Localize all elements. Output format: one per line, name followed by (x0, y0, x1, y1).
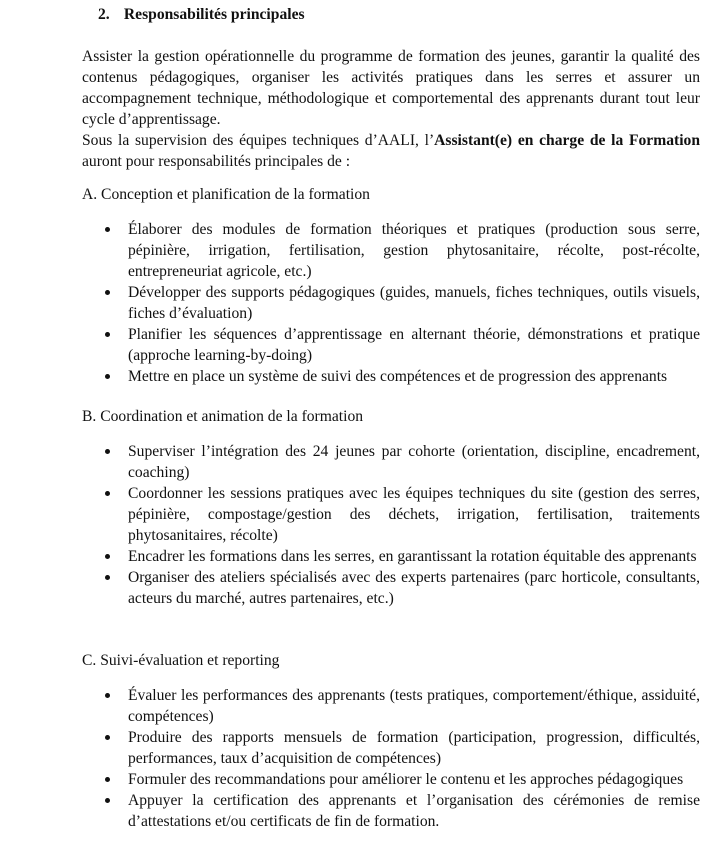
bullet-icon (105, 777, 110, 782)
bullet-icon (105, 290, 110, 295)
list-item (82, 324, 700, 366)
bullet-icon (105, 449, 110, 454)
bullet-icon (105, 332, 110, 337)
section-b-list (82, 441, 700, 609)
section-a-title: A. Conception et planification de la formation (82, 186, 370, 203)
list-item (82, 546, 700, 567)
intro-paragraph-1: Assister la gestion opérationnelle du programme de formation des jeunes, garantir la qualité des contenus pédagogiques, organiser les activités pratiques dans les serres et assurer un accompagnement technique, méthodologique et comportemental des apprenants durant tout leur cycle d’apprentissage. (82, 48, 700, 128)
list-item-text: Coordonner les sessions pratiques avec les équipes techniques du site (gestion des serres, pépinière, compostage/gestion des déchets, irrigation, fertilisation, traitements phytosanitaires, récolte) (128, 485, 700, 544)
role-title-bold: Assistant(e) en charge de la Formation (434, 132, 700, 149)
bullet-icon (105, 491, 110, 496)
list-item-text: Formuler des recommandations pour améliorer le contenu et les approches pédagogiques (128, 771, 684, 788)
list-item-text: Organiser des ateliers spécialisés avec des experts partenaires (parc horticole, consultants, acteurs du marché, autres partenaires, etc.) (128, 569, 700, 607)
section-c-list (82, 685, 700, 832)
section-c-title: C. Suivi-évaluation et reporting (82, 652, 280, 669)
bullet-icon (105, 693, 110, 698)
list-item-text: Encadrer les formations dans les serres, en garantissant la rotation équitable des apprenants (128, 548, 697, 565)
section-b-title: B. Coordination et animation de la formation (82, 408, 364, 425)
bullet-icon (105, 554, 110, 559)
intro-paragraph-2-end: auront pour responsabilités principales de : (82, 153, 351, 170)
list-item (82, 483, 700, 546)
list-item (82, 282, 700, 324)
list-item-text: Produire des rapports mensuels de formation (participation, progression, difficultés, performances, taux d’acquisition de compétences) (128, 729, 700, 767)
list-item (82, 769, 700, 790)
heading-title: Responsabilités principales (123, 6, 305, 23)
list-item-text: Appuyer la certification des apprenants et l’organisation des cérémonies de remise d’attestations et/ou certificats de fin de formation. (128, 792, 700, 830)
bullet-icon (105, 575, 110, 580)
list-item-text: Planifier les séquences d’apprentissage en alternant théorie, démonstrations et pratique (approche learning-by-doing) (128, 326, 700, 364)
list-item (82, 366, 700, 387)
list-item-text: Élaborer des modules de formation théoriques et pratiques (production sous serre, pépinière, irrigation, fertilisation, gestion phytosanitaire, récolte, post-récolte, entrepreneuriat agricole, etc.) (128, 221, 700, 280)
list-item-text: Développer des supports pédagogiques (guides, manuels, fiches techniques, outils visuels, fiches d’évaluation) (128, 284, 700, 322)
intro-paragraph-2-start: Sous la supervision des équipes techniques d’AALI, l’ (82, 132, 435, 149)
list-item (82, 567, 700, 609)
bullet-icon (105, 374, 110, 379)
intro-paragraph-2 (82, 130, 700, 172)
bullet-icon (105, 227, 110, 232)
section-a-list (82, 219, 700, 387)
bullet-icon (105, 798, 110, 803)
list-item (82, 790, 700, 832)
list-item (82, 219, 700, 282)
list-item (82, 727, 700, 769)
list-item-text: Mettre en place un système de suivi des compétences et de progression des apprenants (128, 368, 668, 385)
list-item-text: Évaluer les performances des apprenants (tests pratiques, comportement/éthique, assiduité, compétences) (128, 687, 700, 725)
section-heading (98, 4, 305, 25)
intro-text (82, 46, 700, 172)
list-item-text: Superviser l’intégration des 24 jeunes par cohorte (orientation, discipline, encadrement, coaching) (128, 443, 700, 481)
heading-number: 2. (98, 6, 110, 23)
list-item (82, 685, 700, 727)
list-item (82, 441, 700, 483)
bullet-icon (105, 735, 110, 740)
